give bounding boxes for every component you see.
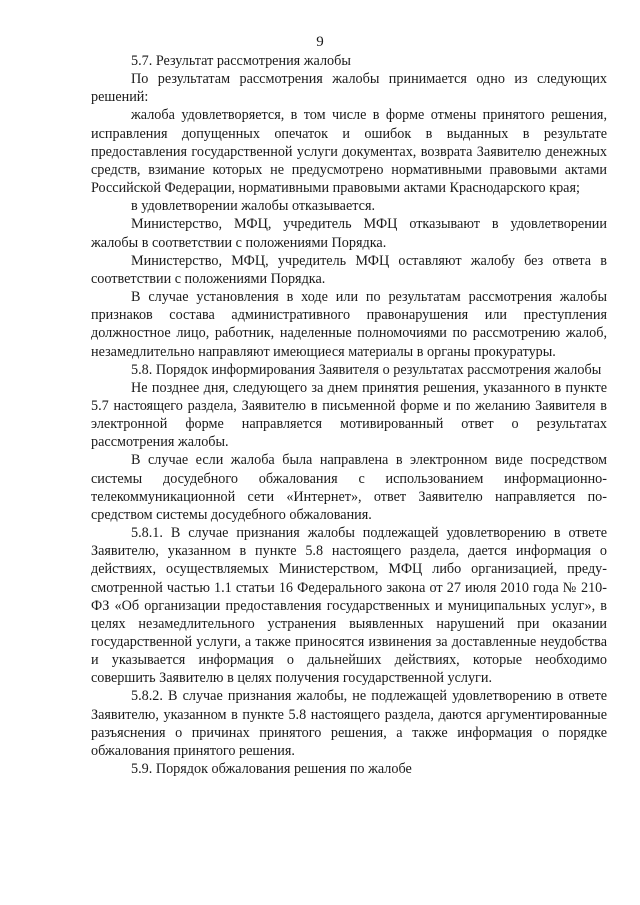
paragraph: В случае если жалоба была направлена в электронном виде посредством системы досудебного обжалования с использованием информационно-телекоммуникационной сети «Интернет», ответ Заявителю направляется посредством системы досудебного обжалования. (91, 452, 607, 523)
paragraph: в удовлетворении жалобы отказывается. (131, 198, 376, 215)
paragraph: Министерство, МФЦ, учредитель МФЦ оставляют жалобу без ответа в соответствии с положениями Порядка. (91, 252, 607, 287)
paragraph: Не позднее дня, следующего за днем принятия решения, указанного в пункте 5.7 настоящего раздела, Заявителю в письменной форме и по желанию Заявителя в электронной форме направляется мотивированный ответ о результатах рассмотрения жалобы. (91, 379, 607, 451)
paragraph: По результатам рассмотрения жалобы принимается одно из следующих решений: (91, 71, 607, 106)
document-body (91, 52, 607, 778)
page-number: 9 (316, 34, 324, 50)
section-heading-5-7: 5.7. Результат рассмотрения жалобы (131, 53, 351, 69)
paragraph: жалоба удовлетворяется, в том числе в форме отмены принятого решения, исправления допущенных опечаток и ошибок в выданных в результате предоставления государственной услуги документах, возврата Заявителю денежных средств, взимание которых не предусмотрено нормативными правовыми актами Российской Федерации, нормативными правовыми актами Краснодарского края; (91, 107, 607, 197)
paragraph-5-8-1: 5.8.1. В случае признания жалобы подлежащей удовлетворению в ответе Заявителю, указанном в пункте 5.8 настоящего раздела, дается информация о действиях, осуществляемых Министерством, МФЦ либо организацией, предусмотренной частью 1.1 статьи 16 Федерального закона от 27 июля 2010 года № 210-ФЗ «Об организации предоставления государственных и муниципальных услуг», в целях незамедлительного устранения выявленных нарушений при оказании государственной услуги, а также приносятся извинения за доставленные неудобства и указывается информация о дальнейших действиях, которые необходимо совершить Заявителю в целях получения государственной услуги. (91, 525, 607, 687)
paragraph: В случае установления в ходе или по результатам рассмотрения жалобы признаков состава административного правонарушения или преступления должностное лицо, работник, наделенные полномочиями по рассмотрению жалоб, незамедлительно направляют имеющиеся материалы в органы прокуратуры. (91, 289, 607, 360)
section-heading-5-8: 5.8. Порядок информирования Заявителя о результатах рассмотрения жалобы (131, 361, 602, 378)
paragraph-5-8-2: 5.8.2. В случае признания жалобы, не подлежащей удовлетворению в ответе Заявителю, указанном в пункте 5.8 настоящего раздела, даются аргументированные разъяснения о причинах принятого решения, а также информация о порядке обжалования принятого решения. (91, 688, 607, 759)
section-heading-5-9: 5.9. Порядок обжалования решения по жалобе (131, 761, 412, 778)
paragraph: Министерство, МФЦ, учредитель МФЦ отказывают в удовлетворении жалобы в соответствии с положениями Порядка. (91, 216, 607, 251)
